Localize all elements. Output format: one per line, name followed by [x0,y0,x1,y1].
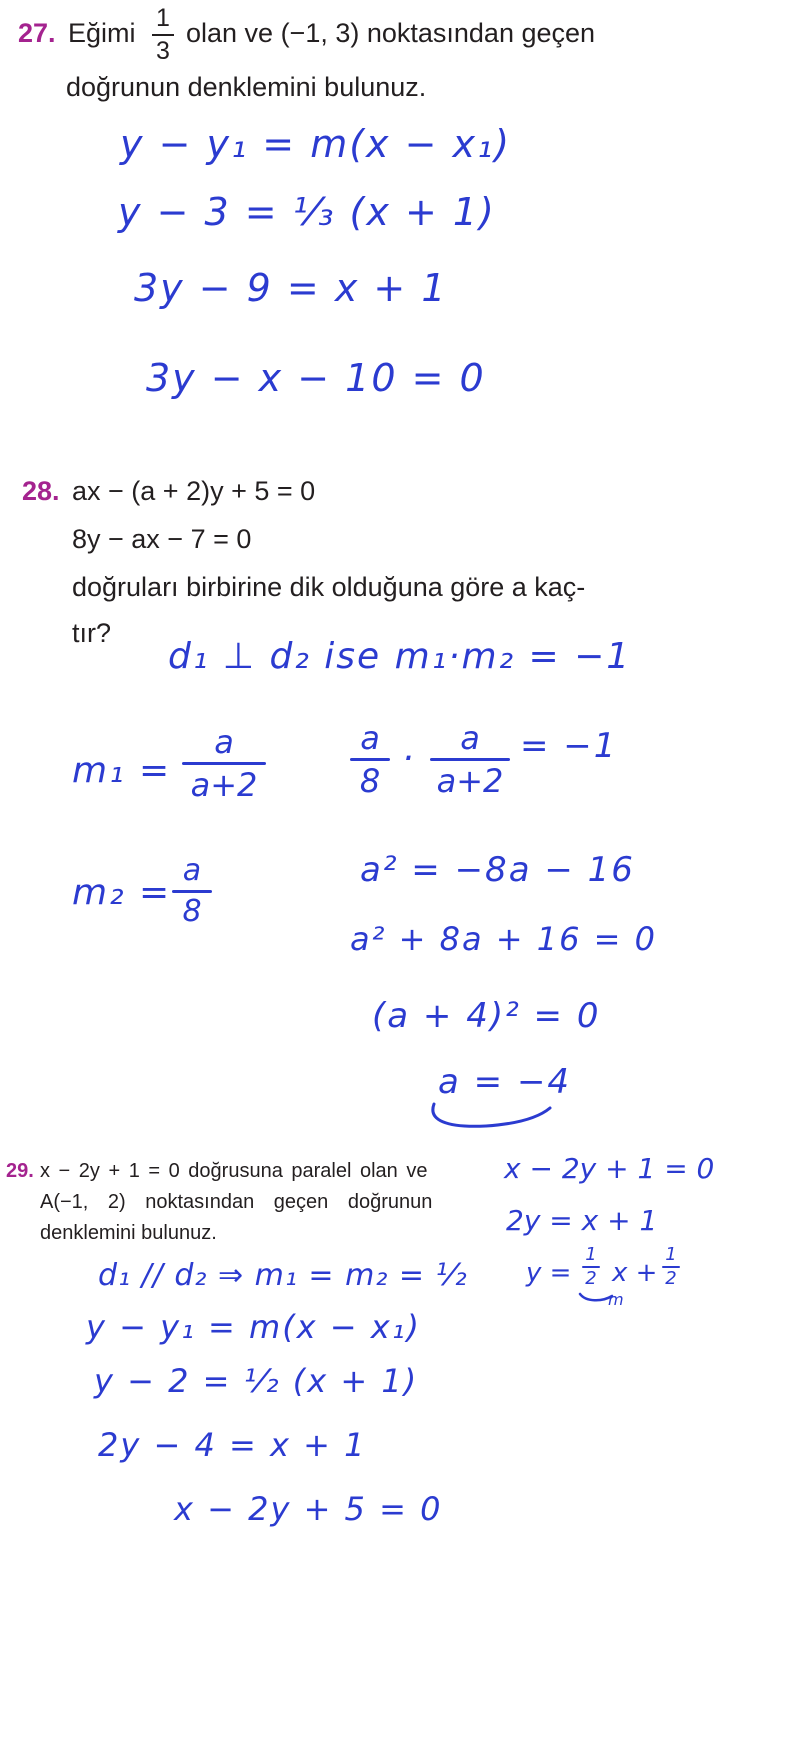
answer-underline-stroke [433,1104,550,1126]
product-fraction-right [430,719,510,800]
equation-line: 8y − ax − 7 = 0 [72,524,252,554]
question-text: doğrunun denklemini bulunuz. [66,72,427,102]
fraction-numerator: a [460,719,480,757]
solution-line: x − 2y + 5 = 0 [174,1490,443,1528]
fraction-denominator: a+2 [190,766,258,804]
slope-mark: m [608,1290,624,1309]
side-work-line: y = [526,1258,572,1288]
fraction-denominator: 2 [585,1268,597,1289]
fraction-bar [350,758,390,761]
question-number: 29. [6,1160,34,1182]
answer-underline [426,1100,556,1136]
answer: a = −4 [438,1062,572,1102]
fraction-numerator: a [214,723,234,761]
solution-line: 3y − x − 10 = 0 [146,356,486,400]
question-text: doğruları birbirine dik olduğuna göre a kaç- [72,572,586,602]
question-text: tır? [72,618,112,648]
side-work-line: x + [612,1258,658,1288]
solution-line: d₁ // d₂ ⇒ m₁ = m₂ = ¹⁄₂ [98,1258,468,1293]
solution-step: a² = −8a − 16 [360,850,635,890]
question-text: A(−1, 2) noktasından geçen doğrunun [40,1191,433,1213]
fraction-denominator: 8 [182,894,202,929]
fraction-bar [430,758,510,761]
solution-step: a² + 8a + 16 = 0 [350,920,657,958]
solution-step: (a + 4)² = 0 [372,996,601,1036]
fraction-numerator: 1 [665,1244,677,1265]
product-dot: · [402,738,416,779]
solution-line: 3y − 9 = x + 1 [134,266,448,310]
solution-line: y − 2 = ¹⁄₂ (x + 1) [94,1362,419,1400]
fraction-numerator: 1 [156,4,170,32]
question-text: denklemini bulunuz. [40,1222,217,1244]
slope-m2-label: m₂ = [72,872,172,913]
solution-line: y − 3 = ¹⁄₃ (x + 1) [118,190,496,234]
question-number: 27. [18,18,56,48]
question-number: 28. [22,476,60,506]
fraction-denominator: 3 [156,37,170,65]
product-rhs: = −1 [520,726,618,766]
fraction-numerator: a [182,853,202,888]
equation-line: ax − (a + 2)y + 5 = 0 [72,476,316,506]
slope-m2-fraction [172,853,212,929]
solution-line: y − y₁ = m(x − x₁) [120,122,512,166]
fraction-bar [152,34,174,36]
question-text: x − 2y + 1 = 0 doğrusuna paralel olan ve [40,1160,428,1182]
fraction-denominator: a+2 [436,762,504,800]
fraction-denominator: 2 [665,1268,677,1289]
fraction-denominator: 8 [359,762,381,800]
fraction-bar [172,890,212,893]
fraction-numerator: 1 [585,1244,597,1265]
fraction-numerator: a [360,719,380,757]
solution-line: 2y − 4 = x + 1 [98,1426,367,1464]
slope-fraction [152,6,174,64]
side-fraction [582,1246,600,1288]
slope-m1-label: m₁ = [72,750,172,791]
perpendicular-condition: d₁ ⊥ d₂ ise m₁·m₂ = −1 [168,636,632,677]
question-text: Eğimi [68,18,136,48]
side-fraction [662,1246,680,1288]
slope-m1-fraction [182,723,266,804]
question-text: olan ve (−1, 3) noktasından geçen [186,18,596,48]
side-work-line: 2y = x + 1 [506,1204,658,1237]
solution-line: y − y₁ = m(x − x₁) [86,1308,422,1346]
fraction-bar [182,762,266,765]
side-work-line: x − 2y + 1 = 0 [504,1152,715,1185]
product-fraction-left [350,719,390,800]
